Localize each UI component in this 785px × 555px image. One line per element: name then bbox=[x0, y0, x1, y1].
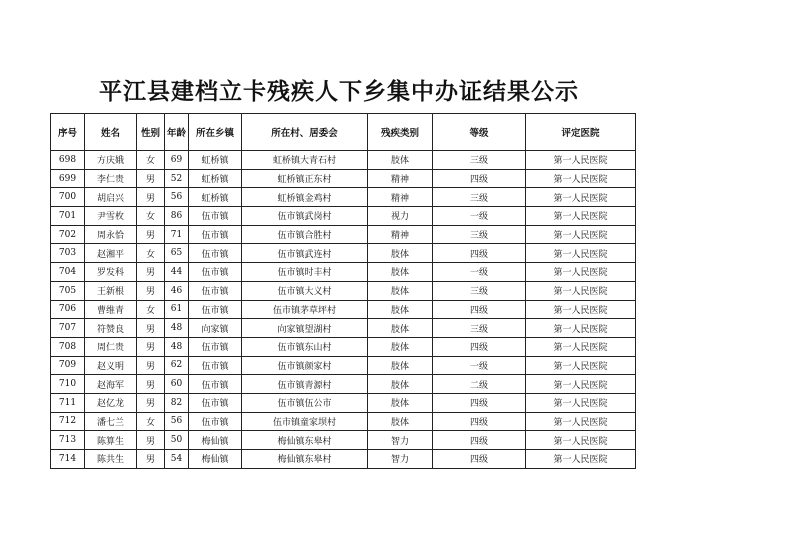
cell-disability-type: 肢体 bbox=[368, 319, 433, 338]
cell-age: 61 bbox=[165, 300, 189, 319]
table-row bbox=[51, 169, 636, 188]
cell-hospital: 第一人民医院 bbox=[526, 412, 636, 431]
cell-disability-type: 精神 bbox=[368, 188, 433, 207]
cell-village: 伍市镇大义村 bbox=[242, 281, 368, 300]
col-header-seq: 序号 bbox=[51, 114, 85, 151]
cell-grade: 四级 bbox=[433, 169, 526, 188]
cell-disability-type: 肢体 bbox=[368, 356, 433, 375]
cell-village: 向家镇望湖村 bbox=[242, 319, 368, 338]
cell-hospital: 第一人民医院 bbox=[526, 337, 636, 356]
cell-seq: 699 bbox=[51, 169, 85, 188]
cell-seq: 704 bbox=[51, 263, 85, 282]
cell-disability-type: 肢体 bbox=[368, 412, 433, 431]
cell-name: 周仁贵 bbox=[85, 337, 137, 356]
col-header-name: 姓名 bbox=[85, 114, 137, 151]
cell-seq: 710 bbox=[51, 375, 85, 394]
cell-gender: 女 bbox=[137, 207, 165, 226]
cell-disability-type: 肢体 bbox=[368, 393, 433, 412]
cell-grade: 二级 bbox=[433, 375, 526, 394]
cell-hospital: 第一人民医院 bbox=[526, 244, 636, 263]
cell-village: 伍市镇伍公市 bbox=[242, 393, 368, 412]
cell-age: 54 bbox=[165, 450, 189, 469]
cell-gender: 男 bbox=[137, 319, 165, 338]
cell-name: 赵义明 bbox=[85, 356, 137, 375]
cell-township: 虹桥镇 bbox=[189, 169, 242, 188]
cell-age: 71 bbox=[165, 225, 189, 244]
cell-name: 罗发科 bbox=[85, 263, 137, 282]
cell-gender: 男 bbox=[137, 375, 165, 394]
cell-township: 伍市镇 bbox=[189, 244, 242, 263]
cell-name: 陈算生 bbox=[85, 431, 137, 450]
cell-age: 69 bbox=[165, 151, 189, 170]
cell-seq: 700 bbox=[51, 188, 85, 207]
cell-name: 尹雪枚 bbox=[85, 207, 137, 226]
cell-disability-type: 肢体 bbox=[368, 151, 433, 170]
cell-village: 虹桥镇大青石村 bbox=[242, 151, 368, 170]
cell-name: 方庆娥 bbox=[85, 151, 137, 170]
cell-village: 梅仙镇东皋村 bbox=[242, 431, 368, 450]
table-row bbox=[51, 337, 636, 356]
cell-seq: 711 bbox=[51, 393, 85, 412]
table-row bbox=[51, 319, 636, 338]
table-row bbox=[51, 151, 636, 170]
cell-gender: 男 bbox=[137, 169, 165, 188]
cell-seq: 714 bbox=[51, 450, 85, 469]
cell-gender: 男 bbox=[137, 393, 165, 412]
cell-name: 赵湘平 bbox=[85, 244, 137, 263]
cell-name: 胡启兴 bbox=[85, 188, 137, 207]
cell-hospital: 第一人民医院 bbox=[526, 225, 636, 244]
cell-gender: 男 bbox=[137, 337, 165, 356]
table-row bbox=[51, 263, 636, 282]
cell-village: 伍市镇合胜村 bbox=[242, 225, 368, 244]
cell-gender: 男 bbox=[137, 225, 165, 244]
cell-name: 赵海军 bbox=[85, 375, 137, 394]
cell-age: 62 bbox=[165, 356, 189, 375]
table-row bbox=[51, 225, 636, 244]
cell-seq: 702 bbox=[51, 225, 85, 244]
cell-township: 伍市镇 bbox=[189, 207, 242, 226]
table-row bbox=[51, 412, 636, 431]
cell-grade: 四级 bbox=[433, 337, 526, 356]
cell-seq: 712 bbox=[51, 412, 85, 431]
cell-village: 伍市镇茅草坪村 bbox=[242, 300, 368, 319]
cell-name: 潘七兰 bbox=[85, 412, 137, 431]
cell-hospital: 第一人民医院 bbox=[526, 263, 636, 282]
cell-township: 伍市镇 bbox=[189, 300, 242, 319]
cell-township: 虹桥镇 bbox=[189, 188, 242, 207]
cell-hospital: 第一人民医院 bbox=[526, 393, 636, 412]
header-row bbox=[51, 114, 636, 151]
cell-age: 48 bbox=[165, 319, 189, 338]
cell-township: 伍市镇 bbox=[189, 225, 242, 244]
cell-grade: 三级 bbox=[433, 319, 526, 338]
cell-township: 伍市镇 bbox=[189, 337, 242, 356]
cell-hospital: 第一人民医院 bbox=[526, 300, 636, 319]
cell-grade: 四级 bbox=[433, 393, 526, 412]
cell-name: 李仁贵 bbox=[85, 169, 137, 188]
cell-grade: 四级 bbox=[433, 244, 526, 263]
cell-gender: 男 bbox=[137, 263, 165, 282]
cell-village: 伍市镇东山村 bbox=[242, 337, 368, 356]
cell-disability-type: 精神 bbox=[368, 225, 433, 244]
cell-grade: 四级 bbox=[433, 412, 526, 431]
cell-grade: 一级 bbox=[433, 356, 526, 375]
cell-grade: 四级 bbox=[433, 431, 526, 450]
cell-disability-type: 智力 bbox=[368, 450, 433, 469]
cell-grade: 四级 bbox=[433, 450, 526, 469]
cell-age: 60 bbox=[165, 375, 189, 394]
cell-name: 周永恰 bbox=[85, 225, 137, 244]
cell-name: 曹维青 bbox=[85, 300, 137, 319]
table-row bbox=[51, 281, 636, 300]
cell-grade: 三级 bbox=[433, 151, 526, 170]
cell-seq: 705 bbox=[51, 281, 85, 300]
cell-disability-type: 精神 bbox=[368, 169, 433, 188]
cell-disability-type: 肢体 bbox=[368, 375, 433, 394]
cell-hospital: 第一人民医院 bbox=[526, 169, 636, 188]
cell-gender: 男 bbox=[137, 356, 165, 375]
cell-township: 伍市镇 bbox=[189, 263, 242, 282]
cell-township: 伍市镇 bbox=[189, 393, 242, 412]
table-row bbox=[51, 300, 636, 319]
col-header-gender: 性别 bbox=[137, 114, 165, 151]
cell-age: 56 bbox=[165, 412, 189, 431]
cell-township: 伍市镇 bbox=[189, 412, 242, 431]
cell-hospital: 第一人民医院 bbox=[526, 431, 636, 450]
cell-gender: 男 bbox=[137, 450, 165, 469]
cell-gender: 女 bbox=[137, 300, 165, 319]
cell-gender: 男 bbox=[137, 188, 165, 207]
cell-gender: 男 bbox=[137, 281, 165, 300]
table-row bbox=[51, 450, 636, 469]
cell-age: 82 bbox=[165, 393, 189, 412]
table-row bbox=[51, 207, 636, 226]
results-table bbox=[50, 113, 636, 469]
cell-disability-type: 肢体 bbox=[368, 337, 433, 356]
table-row bbox=[51, 375, 636, 394]
table-row bbox=[51, 244, 636, 263]
cell-age: 52 bbox=[165, 169, 189, 188]
cell-hospital: 第一人民医院 bbox=[526, 319, 636, 338]
cell-seq: 706 bbox=[51, 300, 85, 319]
cell-name: 陈共生 bbox=[85, 450, 137, 469]
cell-gender: 女 bbox=[137, 244, 165, 263]
cell-seq: 703 bbox=[51, 244, 85, 263]
cell-hospital: 第一人民医院 bbox=[526, 450, 636, 469]
cell-township: 伍市镇 bbox=[189, 281, 242, 300]
page-title: 平江县建档立卡残疾人下乡集中办证结果公示 bbox=[99, 79, 579, 105]
cell-hospital: 第一人民医院 bbox=[526, 207, 636, 226]
cell-disability-type: 肢体 bbox=[368, 281, 433, 300]
cell-township: 梅仙镇 bbox=[189, 431, 242, 450]
cell-seq: 707 bbox=[51, 319, 85, 338]
cell-village: 伍市镇时丰村 bbox=[242, 263, 368, 282]
cell-age: 50 bbox=[165, 431, 189, 450]
cell-village: 伍市镇童家坝村 bbox=[242, 412, 368, 431]
table-row bbox=[51, 356, 636, 375]
cell-grade: 三级 bbox=[433, 281, 526, 300]
cell-hospital: 第一人民医院 bbox=[526, 356, 636, 375]
cell-seq: 713 bbox=[51, 431, 85, 450]
cell-township: 伍市镇 bbox=[189, 375, 242, 394]
col-header-age: 年龄 bbox=[165, 114, 189, 151]
cell-township: 伍市镇 bbox=[189, 356, 242, 375]
cell-gender: 男 bbox=[137, 431, 165, 450]
cell-hospital: 第一人民医院 bbox=[526, 375, 636, 394]
cell-name: 王新根 bbox=[85, 281, 137, 300]
cell-township: 虹桥镇 bbox=[189, 151, 242, 170]
cell-township: 梅仙镇 bbox=[189, 450, 242, 469]
cell-grade: 一级 bbox=[433, 263, 526, 282]
cell-gender: 女 bbox=[137, 151, 165, 170]
cell-age: 86 bbox=[165, 207, 189, 226]
cell-township: 向家镇 bbox=[189, 319, 242, 338]
cell-village: 伍市镇武连村 bbox=[242, 244, 368, 263]
cell-hospital: 第一人民医院 bbox=[526, 281, 636, 300]
cell-disability-type: 肢体 bbox=[368, 244, 433, 263]
cell-disability-type: 肢体 bbox=[368, 263, 433, 282]
cell-gender: 女 bbox=[137, 412, 165, 431]
cell-village: 虹桥镇正东村 bbox=[242, 169, 368, 188]
cell-age: 48 bbox=[165, 337, 189, 356]
cell-disability-type: 视力 bbox=[368, 207, 433, 226]
cell-age: 44 bbox=[165, 263, 189, 282]
cell-age: 56 bbox=[165, 188, 189, 207]
cell-grade: 三级 bbox=[433, 225, 526, 244]
col-header-village: 所在村、居委会 bbox=[242, 114, 368, 151]
cell-seq: 701 bbox=[51, 207, 85, 226]
table-row bbox=[51, 431, 636, 450]
cell-village: 伍市镇颜家村 bbox=[242, 356, 368, 375]
cell-grade: 三级 bbox=[433, 188, 526, 207]
cell-village: 伍市镇青源村 bbox=[242, 375, 368, 394]
col-header-grade: 等级 bbox=[433, 114, 526, 151]
table-row bbox=[51, 188, 636, 207]
cell-village: 梅仙镇东皋村 bbox=[242, 450, 368, 469]
cell-age: 46 bbox=[165, 281, 189, 300]
cell-village: 伍市镇武岗村 bbox=[242, 207, 368, 226]
cell-hospital: 第一人民医院 bbox=[526, 151, 636, 170]
cell-disability-type: 肢体 bbox=[368, 300, 433, 319]
cell-seq: 708 bbox=[51, 337, 85, 356]
cell-seq: 709 bbox=[51, 356, 85, 375]
cell-village: 虹桥镇金鸡村 bbox=[242, 188, 368, 207]
cell-disability-type: 智力 bbox=[368, 431, 433, 450]
col-header-hospital: 评定医院 bbox=[526, 114, 636, 151]
col-header-disability-type: 残疾类别 bbox=[368, 114, 433, 151]
cell-name: 赵亿龙 bbox=[85, 393, 137, 412]
table-row bbox=[51, 393, 636, 412]
col-header-township: 所在乡镇 bbox=[189, 114, 242, 151]
cell-grade: 一级 bbox=[433, 207, 526, 226]
cell-grade: 四级 bbox=[433, 300, 526, 319]
cell-seq: 698 bbox=[51, 151, 85, 170]
cell-name: 符赞良 bbox=[85, 319, 137, 338]
cell-age: 65 bbox=[165, 244, 189, 263]
cell-hospital: 第一人民医院 bbox=[526, 188, 636, 207]
